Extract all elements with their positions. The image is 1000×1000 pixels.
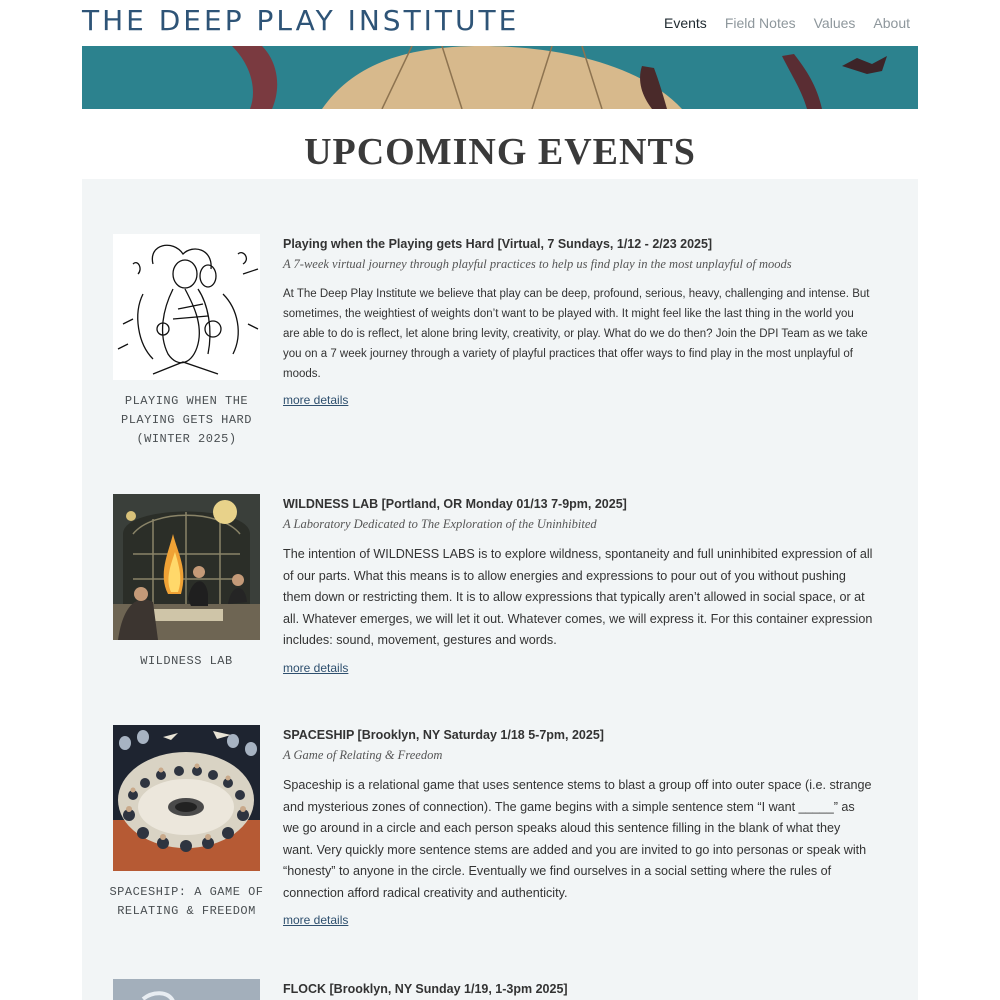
events-list [82, 179, 918, 1000]
site-header [0, 0, 1000, 46]
header-banner-image [82, 46, 918, 109]
event-caption: SPACESHIP: A GAME OF RELATING & FREEDOM [109, 885, 264, 918]
event-content [283, 494, 873, 677]
event-subtitle: A Laboratory Dedicated to The Exploration of the Uninhibited [283, 517, 597, 531]
site-title[interactable]: THE DEEP PLAY INSTITUTE [82, 4, 520, 37]
nav-events[interactable]: Events [664, 15, 707, 31]
event-image-line-drawing[interactable] [113, 234, 260, 380]
event-image-flock[interactable] [113, 979, 260, 1000]
event-caption: WILDNESS LAB [140, 654, 233, 668]
event-title: SPACESHIP [Brooklyn, NY Saturday 1/18 5-7pm, 2025] [283, 728, 604, 742]
more-details-link[interactable]: more details [283, 913, 349, 927]
event-image-spaceship[interactable] [113, 725, 260, 871]
event-subtitle: A 7-week virtual journey through playful practices to help us find play in the most unplayful of moods [283, 257, 792, 271]
event-description: The intention of WILDNESS LABS is to explore wildness, spontaneity and full uninhibited expression of all of our parts. What this means is to allow energies and expressions to pour out of you without pushing them down or restricting them. It is to allow expressions that typically aren’t allowed in social space, or at all. Whatever emerges, we will let it out. Whatever comes, we will express it. For this container expression includes: sound, movement, gestures and words. [283, 547, 873, 647]
more-details-link[interactable]: more details [283, 660, 349, 675]
more-details-link[interactable]: more details [283, 393, 349, 407]
event-title: WILDNESS LAB [Portland, OR Monday 01/13 7-9pm, 2025] [283, 497, 627, 511]
event-subtitle: A Game of Relating & Freedom [283, 748, 443, 762]
nav-values[interactable]: Values [813, 15, 856, 31]
event-description: Spaceship is a relational game that uses sentence stems to blast a group off into outer space (i.e. strange and mysterious zones of connection). The game begins with a simple sentence stem “I want _____” as we go around in a circle and each person speaks aloud this sentence filling in the blank of what they want. Very quickly more sentence stems are added and you are invited to go into personas or speak with “honesty” to anyone in the circle. Eventually we find ourselves in a social setting where the rules of connection afford radical creativity and authenticity. [283, 778, 872, 900]
event-content [283, 725, 873, 929]
event-title: FLOCK [Brooklyn, NY Sunday 1/19, 1-3pm 2025] [283, 982, 568, 996]
event-image-laboratory[interactable] [113, 494, 260, 640]
event-content [283, 979, 873, 996]
event-caption: PLAYING WHEN THE PLAYING GETS HARD (WINTER 2025) [121, 394, 252, 446]
event-content [283, 234, 873, 409]
nav-about[interactable]: About [873, 15, 910, 31]
main-nav [664, 15, 910, 31]
nav-field-notes[interactable]: Field Notes [724, 15, 796, 31]
event-title: Playing when the Playing gets Hard [Virtual, 7 Sundays, 1/12 - 2/23 2025] [283, 237, 713, 251]
page-heading: UPCOMING EVENTS [304, 131, 696, 173]
event-description: At The Deep Play Institute we believe that play can be deep, profound, serious, heavy, challenging and intense. But sometimes, the weightiest of weights don’t want to be played with. It might feel like the last thing in the world you are able to do is reflect, let alone bring levity, creativity, or play. What do we do then? Join the DPI Team as we take you on a 7 week journey through a variety of playful practices that offer ways to find play in the most unplayful of moods. [283, 288, 870, 380]
